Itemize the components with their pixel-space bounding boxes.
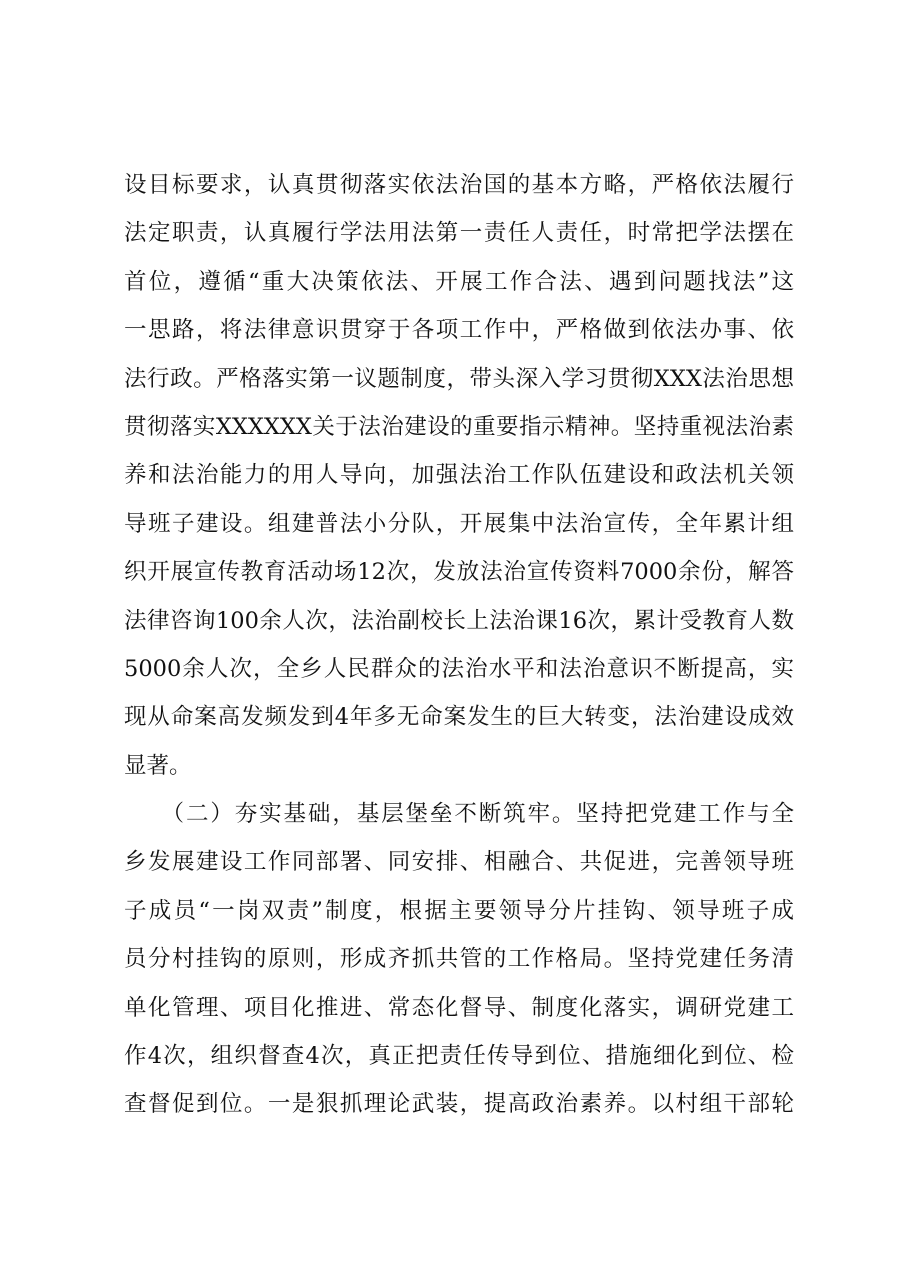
document-body bbox=[124, 161, 794, 1129]
text-line: 乡发展建设工作同部署、同安排、相融合、共促进，完善领导班 bbox=[124, 849, 794, 876]
text-line: 法定职责，认真履行学法用法第一责任人责任，时常把学法摆在 bbox=[124, 220, 794, 247]
text-line: 法行政。严格落实第一议题制度，带头深入学习贯彻XXX法治思想 bbox=[124, 365, 794, 392]
text-line: 首位，遵循“重大决策依法、开展工作合法、遇到问题找法”这 bbox=[124, 268, 794, 295]
text-line: 法律咨询100余人次，法治副校长上法治课16次，累计受教育人数 bbox=[124, 607, 794, 634]
text-line: 织开展宣传教育活动场12次，发放法治宣传资料7000余份，解答 bbox=[124, 559, 794, 586]
paragraph-1 bbox=[124, 161, 794, 790]
text-line: 作4次，组织督查4次，真正把责任传导到位、措施细化到位、检 bbox=[124, 1043, 794, 1070]
text-line: 显著。 bbox=[124, 752, 192, 779]
paragraph-2 bbox=[124, 790, 794, 1129]
text-line: 单化管理、项目化推进、常态化督导、制度化落实，调研党建工 bbox=[124, 994, 794, 1021]
text-line: 查督促到位。一是狠抓理论武装，提高政治素养。以村组干部轮 bbox=[124, 1091, 794, 1118]
text-line: 设目标要求，认真贯彻落实依法治国的基本方略，严格依法履行 bbox=[124, 172, 794, 198]
text-line: 现从命案高发频发到4年多无命案发生的巨大转变，法治建设成效 bbox=[124, 704, 794, 731]
text-line: 养和法治能力的用人导向，加强法治工作队伍建设和政法机关领 bbox=[124, 462, 794, 489]
text-line: 贯彻落实XXXXXX关于法治建设的重要指示精神。坚持重视法治素 bbox=[124, 413, 794, 440]
text-line: 5000余人次，全乡人民群众的法治水平和法治意识不断提高，实 bbox=[124, 655, 794, 682]
text-line: 员分村挂钩的原则，形成齐抓共管的工作格局。坚持党建任务清 bbox=[124, 946, 794, 973]
text-line: （二）夯实基础，基层堡垒不断筑牢。坚持把党建工作与全 bbox=[124, 801, 794, 828]
text-line: 子成员“一岗双责”制度，根据主要领导分片挂钩、领导班子成 bbox=[124, 897, 794, 924]
text-line: 一思路，将法律意识贯穿于各项工作中，严格做到依法办事、依 bbox=[124, 317, 794, 344]
text-line: 导班子建设。组建普法小分队，开展集中法治宣传，全年累计组 bbox=[124, 510, 794, 537]
